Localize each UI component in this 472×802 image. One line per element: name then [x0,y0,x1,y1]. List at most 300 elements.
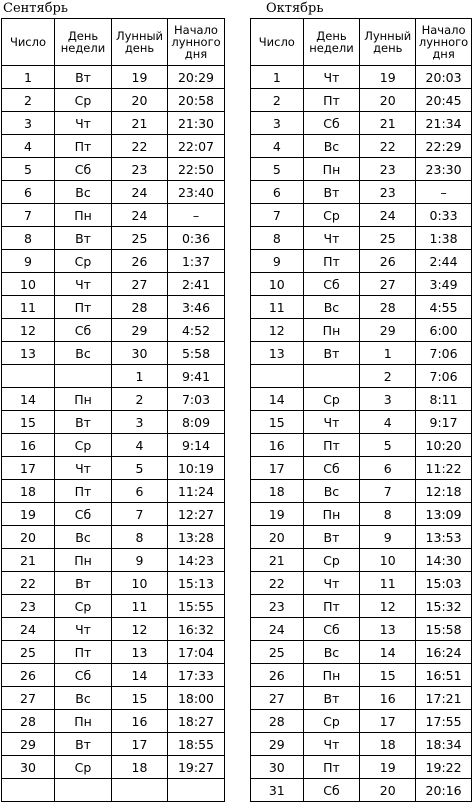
cell-weekday: Пн [55,388,112,411]
cell-lunar-day-start: 17:33 [168,664,225,687]
cell-lunar-day-start: 11:24 [168,480,225,503]
cell-weekday [303,365,360,388]
cell-date: 20 [251,526,304,549]
table-row [2,480,225,503]
cell-date: 17 [251,457,304,480]
table-row [2,388,225,411]
cell-weekday: Вс [303,296,360,319]
table-row [251,158,472,181]
cell-weekday: Пн [303,503,360,526]
table-row [2,227,225,250]
cell-weekday: Сб [303,273,360,296]
cell-lunar-day-start: 11:22 [416,457,472,480]
september-rows [2,66,225,802]
table-row [2,296,225,319]
cell-date: 11 [2,296,55,319]
table-row [2,595,225,618]
cell-date: 15 [2,411,55,434]
table-row [251,733,472,756]
table-row [251,273,472,296]
table-row [251,687,472,710]
cell-weekday: Вс [55,687,112,710]
cell-lunar-day-start: 23:40 [168,181,225,204]
cell-date: 1 [251,66,304,89]
cell-weekday: Сб [55,664,112,687]
cell-lunar-day: 17 [360,710,416,733]
cell-lunar-day: 5 [360,434,416,457]
cell-weekday: Пт [55,135,112,158]
cell-weekday: Вт [55,572,112,595]
cell-date: 14 [2,388,55,411]
cell-weekday: Пт [303,89,360,112]
table-row [251,250,472,273]
cell-date: 29 [251,733,304,756]
cell-lunar-day: 10 [360,549,416,572]
cell-lunar-day-start: – [168,204,225,227]
cell-weekday: Пт [303,250,360,273]
cell-lunar-day: 7 [112,503,168,526]
cell-weekday: Сб [303,618,360,641]
table-row [251,365,472,388]
cell-lunar-day-start: 13:53 [416,526,472,549]
cell-lunar-day-start: 4:55 [416,296,472,319]
cell-lunar-day: 28 [112,296,168,319]
cell-lunar-day-start: 20:29 [168,66,225,89]
cell-date [2,779,55,802]
cell-lunar-day: 12 [112,618,168,641]
cell-lunar-day [112,779,168,802]
cell-lunar-day-start: 18:55 [168,733,225,756]
table-row [2,664,225,687]
cell-weekday: Ср [303,204,360,227]
cell-lunar-day-start: 22:07 [168,135,225,158]
cell-date: 16 [251,434,304,457]
cell-date: 22 [251,572,304,595]
cell-lunar-day-start: 14:23 [168,549,225,572]
table-row [2,733,225,756]
cell-weekday: Ср [55,595,112,618]
cell-date: 2 [251,89,304,112]
cell-lunar-day: 28 [360,296,416,319]
table-row [251,457,472,480]
cell-lunar-day-start: 9:41 [168,365,225,388]
header-weekday: День недели [303,19,360,66]
cell-weekday: Чт [55,457,112,480]
cell-date: 7 [2,204,55,227]
cell-date: 11 [251,296,304,319]
table-row [251,434,472,457]
cell-date: 10 [251,273,304,296]
cell-lunar-day: 17 [112,733,168,756]
cell-date: 5 [251,158,304,181]
cell-date: 25 [251,641,304,664]
cell-weekday [55,365,112,388]
header-date: Число [2,19,55,66]
cell-weekday: Сб [303,457,360,480]
table-row [2,549,225,572]
table-row [251,549,472,572]
cell-lunar-day-start: 23:30 [416,158,472,181]
cell-weekday: Сб [55,158,112,181]
cell-weekday: Вт [55,733,112,756]
table-row [2,204,225,227]
cell-weekday: Пт [55,296,112,319]
header-lunar-day-start: Начало лунного дня [416,19,472,66]
cell-date: 8 [2,227,55,250]
cell-lunar-day-start: 13:28 [168,526,225,549]
cell-weekday: Пн [303,664,360,687]
cell-lunar-day: 20 [360,89,416,112]
september-title: Сентябрь [3,1,68,16]
cell-date: 8 [251,227,304,250]
cell-weekday: Пн [55,549,112,572]
table-row [2,457,225,480]
cell-date: 9 [2,250,55,273]
cell-weekday: Пн [55,710,112,733]
cell-lunar-day: 26 [360,250,416,273]
cell-lunar-day-start: 19:22 [416,756,472,779]
cell-weekday: Вт [55,227,112,250]
table-row [251,710,472,733]
cell-lunar-day: 20 [360,779,416,802]
cell-date: 2 [2,89,55,112]
cell-lunar-day: 20 [112,89,168,112]
table-row [251,503,472,526]
cell-lunar-day: 10 [112,572,168,595]
table-row [2,158,225,181]
cell-lunar-day: 4 [112,434,168,457]
cell-lunar-day: 16 [112,710,168,733]
cell-lunar-day: 27 [360,273,416,296]
cell-weekday: Пт [303,434,360,457]
cell-date: 5 [2,158,55,181]
cell-lunar-day: 14 [112,664,168,687]
cell-date: 27 [251,687,304,710]
cell-lunar-day-start: 15:55 [168,595,225,618]
table-row [2,66,225,89]
cell-lunar-day: 30 [112,342,168,365]
cell-date: 10 [2,273,55,296]
cell-date: 26 [251,664,304,687]
cell-lunar-day: 2 [112,388,168,411]
cell-lunar-day: 14 [360,641,416,664]
cell-lunar-day: 18 [112,756,168,779]
cell-lunar-day: 11 [360,572,416,595]
cell-weekday: Сб [303,112,360,135]
table-row [2,89,225,112]
cell-date: 13 [2,342,55,365]
cell-weekday: Чт [55,112,112,135]
cell-weekday: Пн [55,204,112,227]
cell-lunar-day-start: 22:29 [416,135,472,158]
october-header-row [251,19,472,66]
cell-lunar-day-start: 15:03 [416,572,472,595]
cell-lunar-day-start: 2:44 [416,250,472,273]
cell-weekday: Чт [303,411,360,434]
cell-date: 3 [2,112,55,135]
cell-lunar-day-start: 10:20 [416,434,472,457]
cell-lunar-day-start: 18:34 [416,733,472,756]
cell-lunar-day: 24 [112,204,168,227]
table-row [251,135,472,158]
october-title: Октябрь [266,1,324,16]
cell-date: 23 [2,595,55,618]
cell-lunar-day-start: 20:16 [416,779,472,802]
cell-lunar-day-start: 2:41 [168,273,225,296]
cell-lunar-day-start: 18:27 [168,710,225,733]
cell-lunar-day: 18 [360,733,416,756]
cell-date: 6 [251,181,304,204]
cell-lunar-day-start: 7:03 [168,388,225,411]
cell-weekday: Вс [303,135,360,158]
cell-lunar-day: 9 [360,526,416,549]
cell-date: 19 [251,503,304,526]
cell-weekday: Чт [303,572,360,595]
cell-date: 31 [251,779,304,802]
table-row [2,181,225,204]
cell-lunar-day: 19 [360,756,416,779]
header-lunar-day-start: Начало лунного дня [168,19,225,66]
cell-lunar-day-start: 10:19 [168,457,225,480]
table-row [251,572,472,595]
table-row [251,411,472,434]
table-row [251,319,472,342]
table-row [2,526,225,549]
cell-lunar-day: 13 [112,641,168,664]
cell-lunar-day-start: 9:17 [416,411,472,434]
table-row [251,204,472,227]
table-row [251,112,472,135]
september-table [1,18,225,802]
cell-weekday: Вт [303,526,360,549]
cell-weekday: Чт [303,227,360,250]
cell-date [251,365,304,388]
cell-date: 20 [2,526,55,549]
cell-date: 26 [2,664,55,687]
cell-lunar-day-start: 8:09 [168,411,225,434]
cell-lunar-day: 11 [112,595,168,618]
cell-weekday: Пт [55,641,112,664]
cell-date: 30 [2,756,55,779]
cell-weekday: Ср [55,250,112,273]
cell-lunar-day-start: 12:18 [416,480,472,503]
cell-lunar-day: 23 [360,181,416,204]
cell-date: 19 [2,503,55,526]
cell-lunar-day: 8 [112,526,168,549]
cell-lunar-day: 3 [360,388,416,411]
table-row [251,756,472,779]
cell-date: 15 [251,411,304,434]
cell-date: 28 [2,710,55,733]
cell-lunar-day-start: 22:50 [168,158,225,181]
table-row [251,227,472,250]
cell-lunar-day: 21 [112,112,168,135]
cell-lunar-day-start: – [416,181,472,204]
september-header-row [2,19,225,66]
cell-weekday: Пн [303,158,360,181]
cell-lunar-day: 19 [112,66,168,89]
cell-lunar-day: 6 [112,480,168,503]
cell-lunar-day-start: 16:24 [416,641,472,664]
table-row [2,365,225,388]
cell-lunar-day: 4 [360,411,416,434]
cell-lunar-day-start: 7:06 [416,365,472,388]
table-row [2,687,225,710]
table-row [251,779,472,802]
table-row [2,572,225,595]
cell-lunar-day-start: 3:49 [416,273,472,296]
cell-weekday: Сб [303,779,360,802]
cell-lunar-day-start: 6:00 [416,319,472,342]
table-row [251,66,472,89]
table-row [2,135,225,158]
cell-weekday: Ср [303,549,360,572]
cell-lunar-day-start: 16:32 [168,618,225,641]
table-row [251,526,472,549]
cell-weekday: Чт [55,618,112,641]
cell-lunar-day: 3 [112,411,168,434]
cell-lunar-day: 22 [360,135,416,158]
cell-lunar-day: 2 [360,365,416,388]
cell-weekday: Ср [55,434,112,457]
table-row [2,250,225,273]
table-row [2,779,225,802]
table-row [2,641,225,664]
cell-lunar-day-start: 17:21 [416,687,472,710]
cell-weekday: Вс [55,526,112,549]
table-row [251,89,472,112]
cell-lunar-day-start: 15:58 [416,618,472,641]
cell-date: 14 [251,388,304,411]
table-row [2,503,225,526]
cell-date: 6 [2,181,55,204]
cell-lunar-day: 26 [112,250,168,273]
cell-lunar-day: 1 [112,365,168,388]
cell-weekday: Вт [303,687,360,710]
cell-lunar-day: 25 [360,227,416,250]
cell-weekday: Сб [55,503,112,526]
cell-lunar-day: 6 [360,457,416,480]
october-table [250,18,472,802]
cell-lunar-day-start: 20:45 [416,89,472,112]
cell-lunar-day-start: 1:37 [168,250,225,273]
cell-weekday: Вт [303,181,360,204]
cell-lunar-day-start: 8:11 [416,388,472,411]
cell-date [2,365,55,388]
cell-lunar-day: 23 [112,158,168,181]
cell-lunar-day: 24 [112,181,168,204]
cell-date: 7 [251,204,304,227]
table-row [251,618,472,641]
cell-lunar-day: 29 [360,319,416,342]
table-row [2,434,225,457]
cell-date: 22 [2,572,55,595]
table-row [251,664,472,687]
cell-weekday: Вс [303,641,360,664]
cell-lunar-day-start: 18:00 [168,687,225,710]
cell-date: 23 [251,595,304,618]
cell-date: 28 [251,710,304,733]
cell-date: 12 [2,319,55,342]
header-lunar-day: Лунный день [360,19,416,66]
cell-date: 30 [251,756,304,779]
cell-lunar-day-start: 13:09 [416,503,472,526]
cell-lunar-day-start: 14:30 [416,549,472,572]
header-date: Число [251,19,304,66]
table-row [251,480,472,503]
cell-weekday: Сб [55,319,112,342]
cell-lunar-day-start: 1:38 [416,227,472,250]
cell-weekday: Вт [55,66,112,89]
table-row [251,296,472,319]
cell-weekday: Пт [303,756,360,779]
header-weekday: День недели [55,19,112,66]
cell-lunar-day-start: 15:32 [416,595,472,618]
cell-lunar-day: 27 [112,273,168,296]
cell-lunar-day: 19 [360,66,416,89]
cell-weekday [55,779,112,802]
cell-lunar-day: 1 [360,342,416,365]
cell-lunar-day: 16 [360,687,416,710]
cell-lunar-day: 21 [360,112,416,135]
table-row [251,595,472,618]
cell-lunar-day-start: 17:04 [168,641,225,664]
cell-weekday: Пт [55,480,112,503]
cell-lunar-day-start: 19:27 [168,756,225,779]
cell-weekday: Ср [303,710,360,733]
october-rows [251,66,472,802]
cell-date: 24 [251,618,304,641]
cell-lunar-day-start: 7:06 [416,342,472,365]
cell-lunar-day-start [168,779,225,802]
cell-weekday: Чт [303,733,360,756]
cell-lunar-day-start: 0:36 [168,227,225,250]
cell-lunar-day-start: 16:51 [416,664,472,687]
table-row [251,388,472,411]
cell-date: 18 [2,480,55,503]
cell-lunar-day: 9 [112,549,168,572]
cell-date: 17 [2,457,55,480]
cell-lunar-day: 23 [360,158,416,181]
cell-weekday: Пт [303,595,360,618]
table-row [2,112,225,135]
cell-date: 16 [2,434,55,457]
cell-lunar-day: 15 [112,687,168,710]
cell-lunar-day-start: 3:46 [168,296,225,319]
table-row [251,181,472,204]
cell-weekday: Вс [55,181,112,204]
cell-weekday: Чт [303,66,360,89]
table-row [2,342,225,365]
cell-weekday: Ср [55,89,112,112]
cell-date: 4 [2,135,55,158]
cell-weekday: Пн [303,319,360,342]
cell-date: 21 [251,549,304,572]
cell-date: 27 [2,687,55,710]
cell-date: 29 [2,733,55,756]
cell-lunar-day-start: 21:30 [168,112,225,135]
cell-lunar-day: 29 [112,319,168,342]
cell-date: 21 [2,549,55,572]
cell-lunar-day-start: 20:58 [168,89,225,112]
cell-weekday: Вс [55,342,112,365]
cell-lunar-day: 8 [360,503,416,526]
cell-date: 18 [251,480,304,503]
cell-date: 13 [251,342,304,365]
cell-date: 25 [2,641,55,664]
cell-lunar-day-start: 5:58 [168,342,225,365]
cell-date: 12 [251,319,304,342]
